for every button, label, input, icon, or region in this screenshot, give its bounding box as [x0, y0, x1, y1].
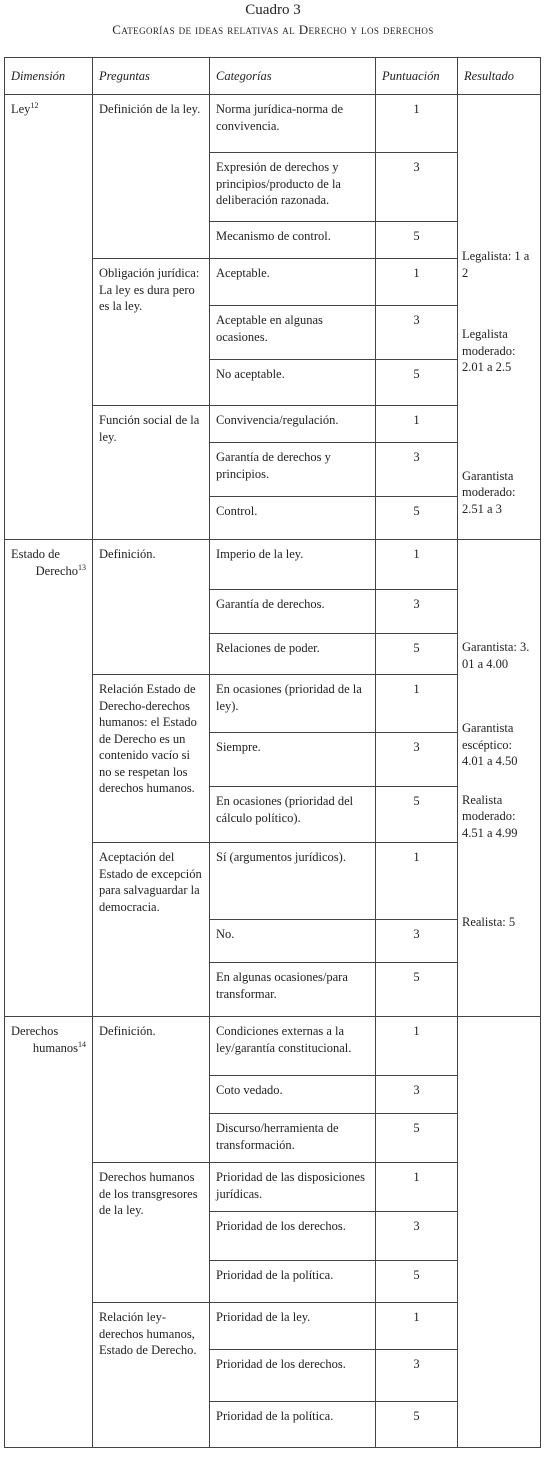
question-cell: Derechos humanos de los transgresores de la ley.	[93, 1163, 210, 1303]
question-cell: Relación Estado de Derecho-derechos humanos: el Estado de Derecho es un contenido vacío si no se respetan los derechos humanos.	[93, 675, 210, 843]
score-cell: 3	[376, 1076, 458, 1114]
score-cell: 3	[376, 443, 458, 497]
score-cell: 5	[376, 360, 458, 406]
header-result: Resultado	[458, 58, 541, 95]
result-estado	[458, 540, 541, 1017]
question-cell: Obligación jurídica: La ley es dura pero es la ley.	[93, 259, 210, 406]
score-cell: 3	[376, 733, 458, 787]
caption-title: Categorías de ideas relativas al Derecho y los derechos	[112, 22, 434, 37]
categories-table	[4, 57, 541, 1448]
result-ley	[458, 95, 541, 540]
category-cell: Siempre.	[210, 733, 376, 787]
score-cell: 3	[376, 590, 458, 634]
table-header-row	[5, 58, 541, 95]
score-cell: 1	[376, 1017, 458, 1076]
score-cell: 3	[376, 153, 458, 222]
score-cell: 5	[376, 963, 458, 1017]
table-row	[5, 540, 541, 590]
score-cell: 3	[376, 306, 458, 360]
score-cell: 1	[376, 259, 458, 306]
score-cell: 1	[376, 406, 458, 443]
header-score: Puntuación	[376, 58, 458, 95]
category-cell: Coto vedado.	[210, 1076, 376, 1114]
score-cell: 1	[376, 540, 458, 590]
category-cell: Condiciones externas a la ley/garantía constitucional.	[210, 1017, 376, 1076]
category-cell: Prioridad de las disposiciones jurídicas.	[210, 1163, 376, 1212]
question-cell: Definición.	[93, 540, 210, 675]
dimension-derechos-humanos: Derechos humanos$^{14}$	[5, 1017, 93, 1448]
category-cell: Relaciones de poder.	[210, 634, 376, 675]
question-cell: Relación ley-derechos humanos, Estado de Derecho.	[93, 1303, 210, 1448]
category-cell: Prioridad de la política.	[210, 1261, 376, 1303]
result-item: Legalista: 1 a 2	[462, 249, 530, 280]
score-cell: 5	[376, 497, 458, 540]
category-cell: No aceptable.	[210, 360, 376, 406]
result-item: Garantista escéptico: 4.01 a 4.50	[462, 721, 518, 768]
category-cell: Prioridad de la ley.	[210, 1303, 376, 1350]
category-cell: Aceptable en algunas ocasiones.	[210, 306, 376, 360]
result-item: Garantista: 3. 01 a 4.00	[462, 640, 530, 671]
category-cell: Prioridad de los derechos.	[210, 1350, 376, 1402]
category-cell: No.	[210, 920, 376, 963]
score-cell: 3	[376, 920, 458, 963]
score-cell: 5	[376, 222, 458, 259]
category-cell: Norma jurídica-norma de convivencia.	[210, 95, 376, 153]
header-dimension: Dimensión	[5, 58, 93, 95]
table-row	[5, 1017, 541, 1076]
category-cell: Convivencia/regulación.	[210, 406, 376, 443]
question-cell: Función social de la ley.	[93, 406, 210, 540]
dimension-estado-de-derecho: Estado de Derecho$^{13}$	[5, 540, 93, 1017]
result-item: Legalista moderado: 2.01 a 2.5	[462, 327, 516, 374]
result-derechos-humanos	[458, 1017, 541, 1448]
caption-number: Cuadro 3	[245, 2, 301, 18]
category-cell: Aceptable.	[210, 259, 376, 306]
category-cell: Mecanismo de control.	[210, 222, 376, 259]
category-cell: En algunas ocasiones/para transformar.	[210, 963, 376, 1017]
score-cell: 1	[376, 95, 458, 153]
question-cell: Aceptación del Estado de excepción para salvaguardar la democracia.	[93, 843, 210, 1017]
result-item: Realista: 5	[462, 915, 516, 929]
score-cell: 3	[376, 1350, 458, 1402]
category-cell: Control.	[210, 497, 376, 540]
score-cell: 5	[376, 1114, 458, 1163]
header-questions: Preguntas	[93, 58, 210, 95]
score-cell: 5	[376, 787, 458, 843]
score-cell: 5	[376, 1261, 458, 1303]
score-cell: 5	[376, 634, 458, 675]
question-cell: Definición de la ley.	[93, 95, 210, 259]
header-categories: Categorías	[210, 58, 376, 95]
category-cell: Garantía de derechos.	[210, 590, 376, 634]
score-cell: 1	[376, 675, 458, 733]
score-cell: 1	[376, 1303, 458, 1350]
category-cell: Expresión de derechos y principios/producto de la deliberación razonada.	[210, 153, 376, 222]
question-cell: Definición.	[93, 1017, 210, 1163]
result-item: Realista moderado: 4.51 a 4.99	[462, 792, 518, 840]
score-cell: 1	[376, 843, 458, 920]
category-cell: Prioridad de la política.	[210, 1402, 376, 1448]
category-cell: Prioridad de los derechos.	[210, 1212, 376, 1261]
dimension-ley: Ley$^{12}$	[5, 95, 93, 540]
score-cell: 3	[376, 1212, 458, 1261]
category-cell: En ocasiones (prioridad de la ley).	[210, 675, 376, 733]
category-cell: Imperio de la ley.	[210, 540, 376, 590]
category-cell: Sí (argumentos jurídicos).	[210, 843, 376, 920]
score-cell: 1	[376, 1163, 458, 1212]
result-item: Garantista moderado: 2.51 a 3	[462, 468, 516, 516]
category-cell: Garantía de derechos y principios.	[210, 443, 376, 497]
category-cell: En ocasiones (prioridad del cálculo político).	[210, 787, 376, 843]
category-cell: Discurso/herramienta de transformación.	[210, 1114, 376, 1163]
score-cell: 5	[376, 1402, 458, 1448]
table-row	[5, 95, 541, 153]
